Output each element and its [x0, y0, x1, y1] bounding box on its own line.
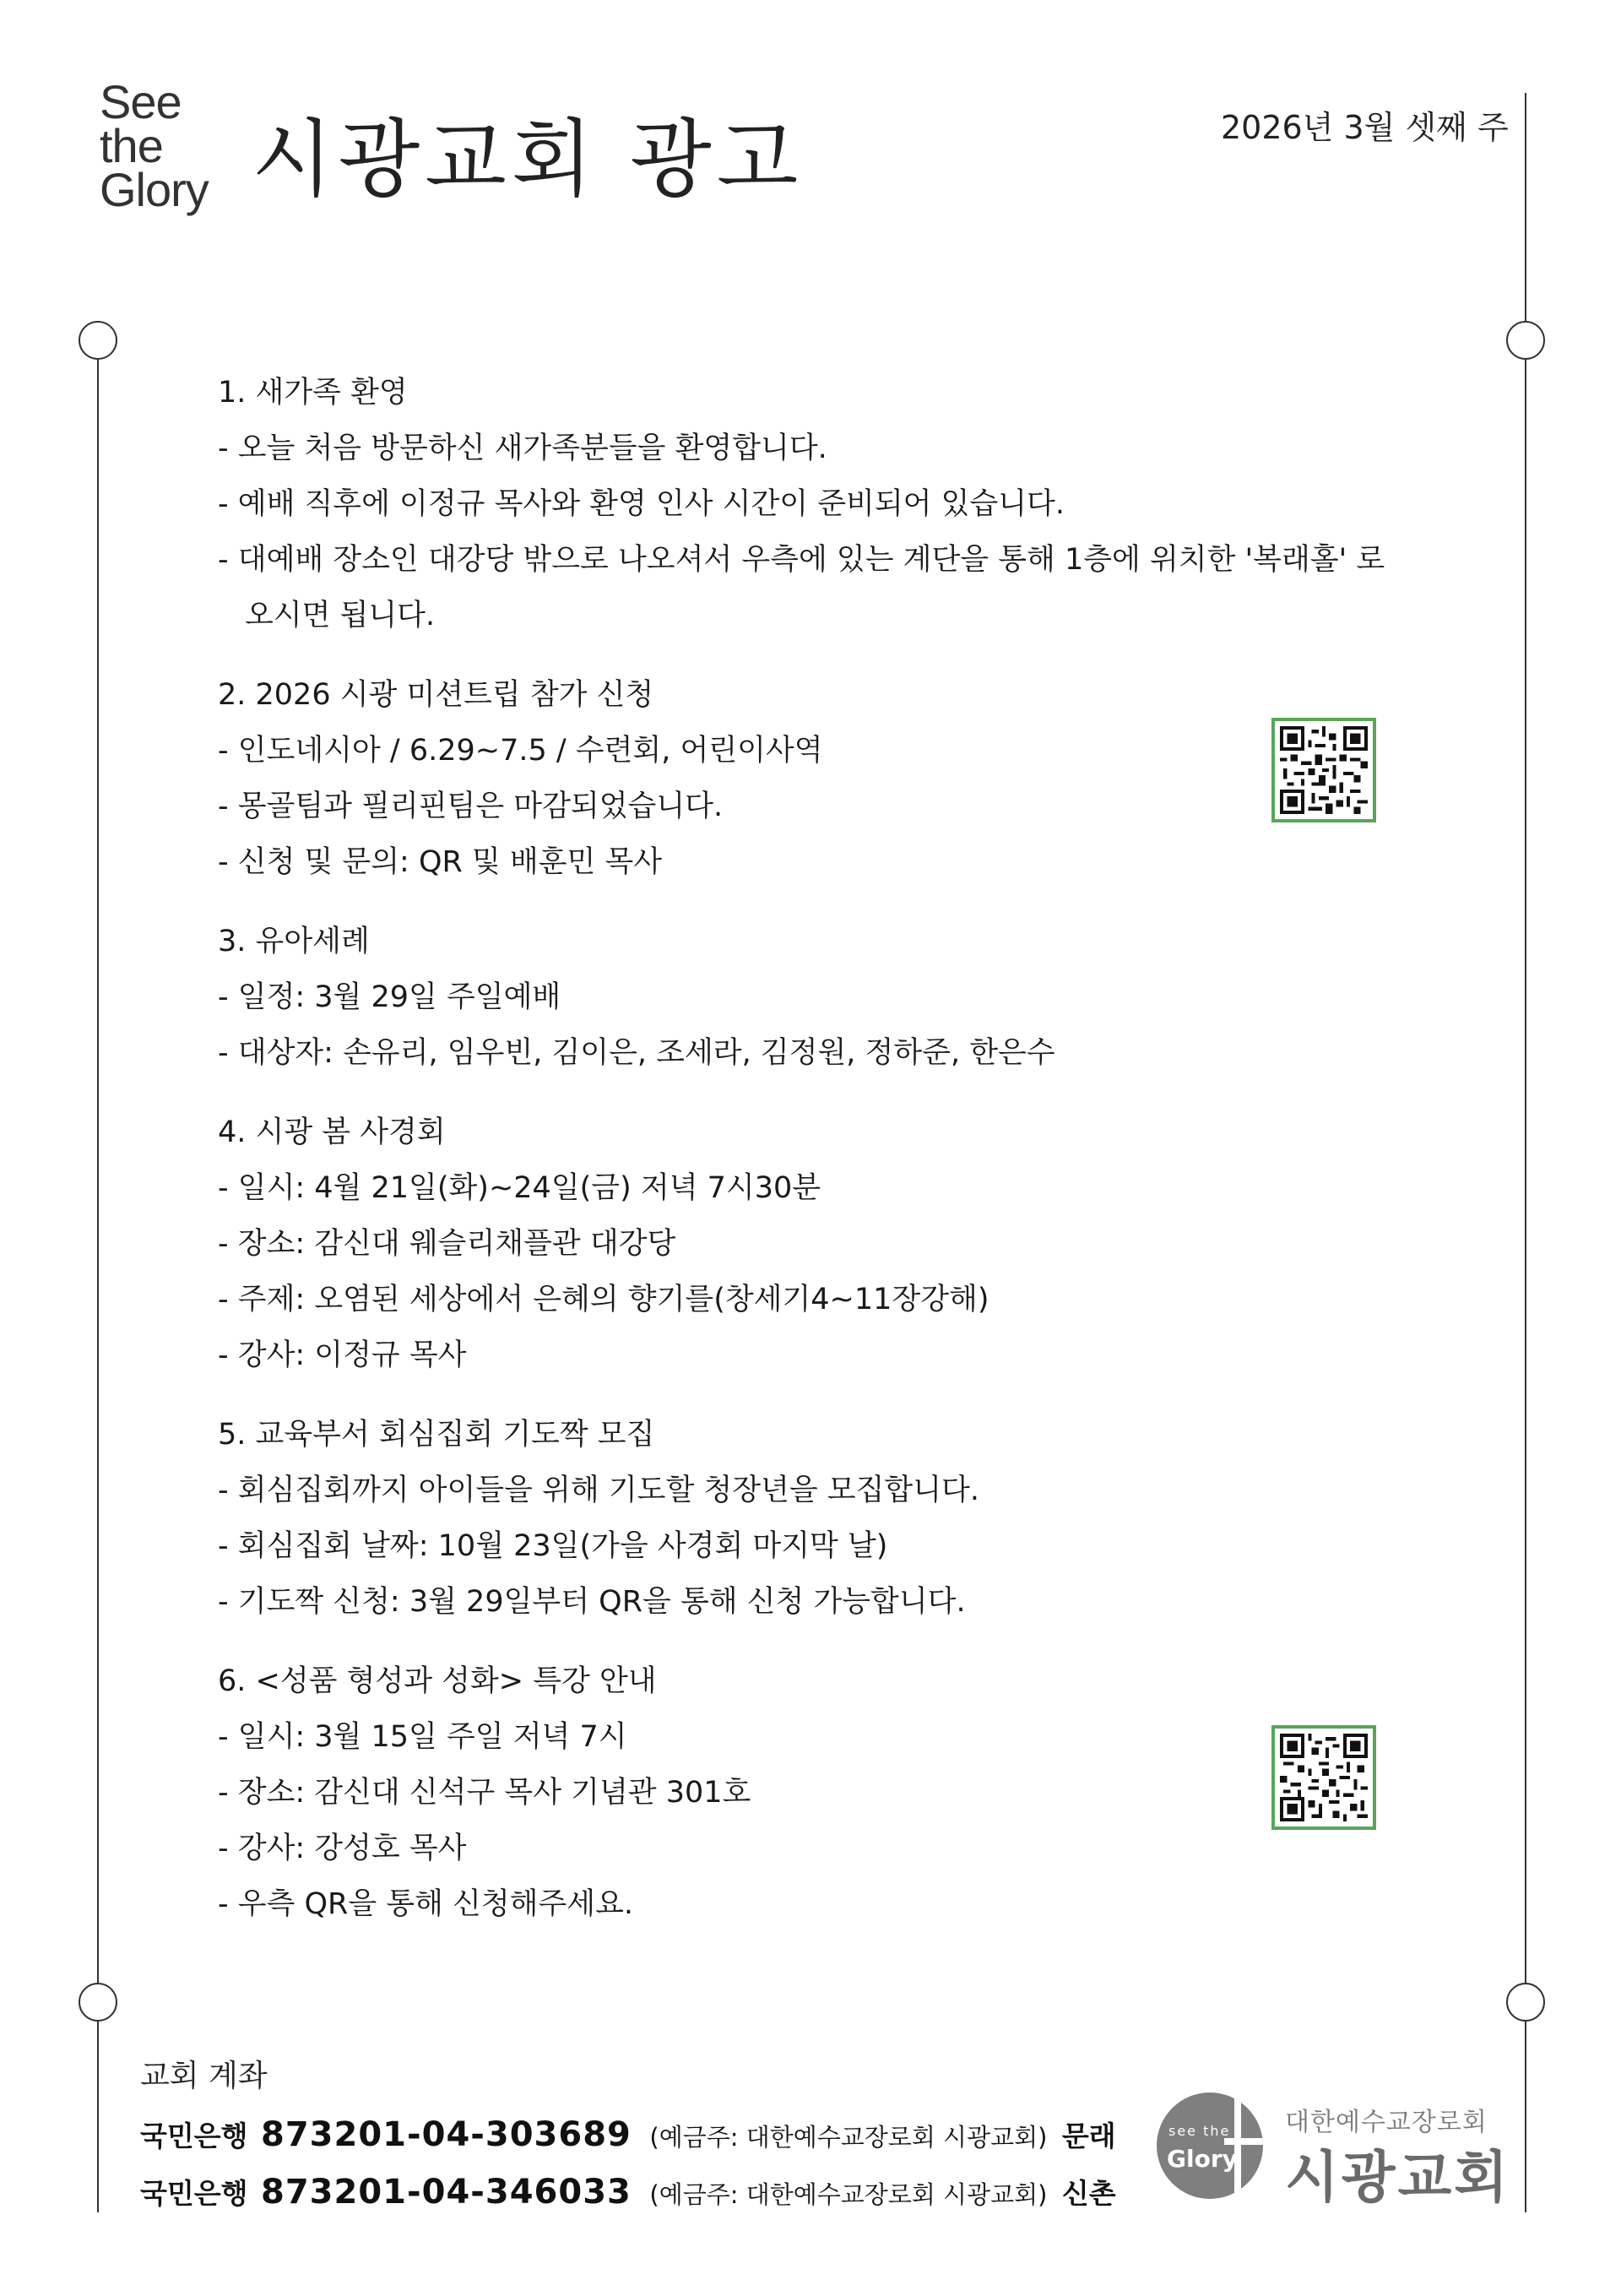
- brand-mark-word: See: [100, 75, 182, 128]
- qr-code-icon: [1280, 726, 1368, 814]
- frame-ring-top-right: [1506, 321, 1545, 360]
- qr-code-icon: [1280, 1734, 1368, 1821]
- announcement-mission-trip: [218, 667, 1434, 890]
- frame-ring-bottom-right: [1506, 1983, 1545, 2022]
- frame-ring-bottom-left: [79, 1983, 117, 2022]
- page-title: 시광교회 광고: [252, 110, 804, 209]
- section-title: 2. 2026 시광 미션트립 참가 신청: [218, 678, 654, 712]
- section-line: - 회심집회 날짜: 10월 23일(가을 사경회 마지막 날): [218, 1529, 888, 1563]
- account-branch: 신촌: [1061, 2177, 1116, 2210]
- announcement-list: [218, 365, 1434, 1932]
- special-lecture-qr-code[interactable]: [1271, 1725, 1376, 1830]
- section-line: - 신청 및 문의: QR 및 배훈민 목사: [218, 845, 663, 879]
- brand-mark-word: Glory: [100, 163, 209, 216]
- section-title: 5. 교육부서 회심집회 기도짝 모집: [218, 1418, 655, 1452]
- frame-right-line: [1525, 93, 1526, 2212]
- logo-church-name: 시광교회: [1285, 2145, 1511, 2210]
- section-line: - 강사: 강성호 목사: [218, 1832, 467, 1865]
- announcement-new-family: [218, 365, 1434, 643]
- frame-left-line: [97, 342, 99, 2212]
- account-row-sinchon: [140, 2172, 1116, 2212]
- section-line: - 우측 QR을 통해 신청해주세요.: [218, 1887, 634, 1921]
- church-logo-emblem: [1157, 2092, 1263, 2199]
- section-line: - 오늘 처음 방문하신 새가족분들을 환영합니다.: [218, 432, 827, 465]
- account-number: 873201-04-303689: [261, 2115, 632, 2154]
- section-line: - 일시: 3월 15일 주일 저녁 7시: [218, 1720, 627, 1754]
- section-line: - 예배 직후에 이정규 목사와 환영 인사 시간이 준비되어 있습니다.: [218, 487, 1065, 521]
- mission-trip-qr-code[interactable]: [1271, 718, 1376, 822]
- section-line: - 기도짝 신청: 3월 29일부터 QR을 통해 신청 가능합니다.: [218, 1585, 966, 1619]
- logo-denomination: 대한예수교장로회: [1285, 2108, 1488, 2137]
- section-title: 3. 유아세례: [218, 925, 370, 958]
- section-title: 1. 새가족 환영: [218, 376, 408, 410]
- church-account-heading: 교회 계좌: [140, 2059, 268, 2093]
- logo-emblem-small-text: see the: [1168, 2123, 1231, 2139]
- brand-mark-word: the: [100, 119, 163, 172]
- account-bank: 국민은행: [140, 2120, 248, 2152]
- section-title: 4. 시광 봄 사경회: [218, 1115, 446, 1149]
- section-line: - 강사: 이정규 목사: [218, 1338, 467, 1372]
- section-line: - 몽골팀과 필리핀팀은 마감되었습니다.: [218, 790, 724, 823]
- account-bank: 국민은행: [140, 2177, 248, 2210]
- account-number: 873201-04-346033: [261, 2173, 632, 2212]
- announcement-spring-revival: [218, 1105, 1434, 1383]
- announcement-prayer-partner: [218, 1407, 1434, 1630]
- account-holder: (예금주: 대한예수교장로회 시광교회): [649, 2123, 1048, 2152]
- section-line: 오시면 됩니다.: [245, 599, 436, 632]
- account-holder: (예금주: 대한예수교장로회 시광교회): [649, 2180, 1048, 2209]
- account-row-mullae: [140, 2114, 1116, 2154]
- section-line: - 대예배 장소인 대강당 밖으로 나오셔서 우측에 있는 계단을 통해 1층에 위치한 '복래홀' 로: [218, 543, 1385, 577]
- brand-mark-see-the-glory: [100, 75, 226, 216]
- account-branch: 문래: [1061, 2120, 1116, 2152]
- section-line: - 일시: 4월 21일(화)~24일(금) 저녁 7시30분: [218, 1171, 821, 1205]
- section-line: - 인도네시아 / 6.29~7.5 / 수련회, 어린이사역: [218, 734, 823, 768]
- frame-ring-top-left: [79, 321, 117, 360]
- section-line: - 주제: 오염된 세상에서 은혜의 향기를(창세기4~11장강해): [218, 1283, 989, 1316]
- announcement-special-lecture: [218, 1653, 1434, 1932]
- section-title: 6. <성품 형성과 성화> 특강 안내: [218, 1664, 657, 1698]
- section-line: - 장소: 감신대 웨슬리채플관 대강당: [218, 1227, 676, 1261]
- bulletin-date: 2026년 3월 셋째 주: [1221, 109, 1509, 146]
- section-line: - 장소: 감신대 신석구 목사 기념관 301호: [218, 1776, 751, 1810]
- section-line: - 대상자: 손유리, 임우빈, 김이은, 조세라, 김정원, 정하준, 한은수: [218, 1036, 1055, 1070]
- announcement-infant-baptism: [218, 914, 1434, 1081]
- section-line: - 일정: 3월 29일 주일예배: [218, 980, 561, 1014]
- logo-emblem-big-text: Glory: [1167, 2145, 1238, 2173]
- section-line: - 회심집회까지 아이들을 위해 기도할 청장년을 모집합니다.: [218, 1474, 979, 1507]
